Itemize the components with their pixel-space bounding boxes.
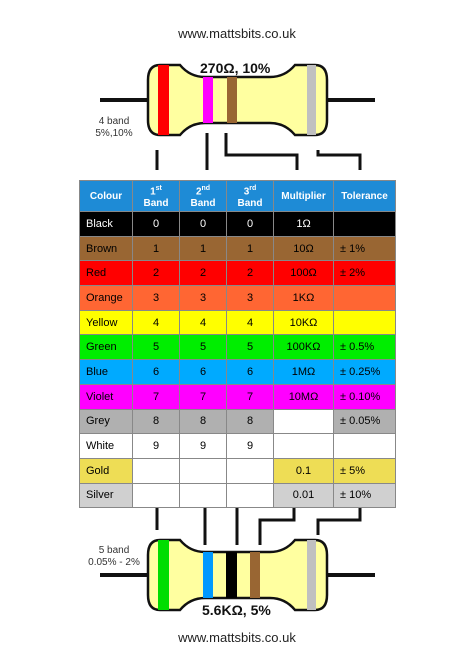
colour-name-cell: Green	[80, 335, 133, 360]
band-2-cell: 9	[180, 434, 227, 459]
colour-name-cell: White	[80, 434, 133, 459]
multiplier-cell: 0.1	[274, 458, 334, 483]
five-band-band-3	[226, 552, 237, 598]
site-url-bottom[interactable]: www.mattsbits.co.uk	[178, 630, 296, 645]
tolerance-cell	[334, 286, 396, 311]
multiplier-cell	[274, 409, 334, 434]
five-band-note-line1: 5 band	[98, 545, 130, 556]
band-2-cell: 8	[180, 409, 227, 434]
four-band-note	[84, 116, 144, 140]
header-band-1-sup: st	[155, 185, 162, 193]
band-1-cell: 3	[133, 286, 180, 311]
colour-name-cell: Violet	[80, 384, 133, 409]
table-row	[80, 212, 396, 237]
header-tolerance: Tolerance	[334, 181, 396, 212]
five-band-note	[76, 545, 152, 569]
tolerance-cell: ± 0.25%	[334, 360, 396, 385]
header-band-1	[133, 181, 180, 212]
band-2-cell: 2	[180, 261, 227, 286]
table-header-row	[80, 181, 396, 212]
four-band-band-2	[203, 77, 213, 123]
four-band-value-label: 270Ω, 10%	[200, 60, 271, 76]
colour-code-table	[79, 180, 396, 508]
tolerance-cell	[334, 212, 396, 237]
band-1-cell: 1	[133, 236, 180, 261]
table-row	[80, 335, 396, 360]
band-3-cell: 8	[227, 409, 274, 434]
band-2-cell: 7	[180, 384, 227, 409]
table-row	[80, 310, 396, 335]
multiplier-cell: 100KΩ	[274, 335, 334, 360]
band-1-cell: 8	[133, 409, 180, 434]
band-2-cell: 6	[180, 360, 227, 385]
multiplier-cell: 1KΩ	[274, 286, 334, 311]
header-band-2	[180, 181, 227, 212]
header-band-2-sup: nd	[201, 185, 211, 193]
table-row	[80, 286, 396, 311]
band-3-cell: 1	[227, 236, 274, 261]
header-band-2-word: Band	[190, 197, 216, 209]
band-3-cell: 0	[227, 212, 274, 237]
colour-name-cell: Blue	[80, 360, 133, 385]
table-row	[80, 360, 396, 385]
four-band-band-3	[227, 77, 237, 123]
multiplier-cell: 10Ω	[274, 236, 334, 261]
band-3-cell	[227, 458, 274, 483]
tolerance-cell: ± 0.5%	[334, 335, 396, 360]
tolerance-cell	[334, 434, 396, 459]
band-1-cell: 7	[133, 384, 180, 409]
band-1-cell	[133, 458, 180, 483]
five-band-value-label: 5.6KΩ, 5%	[202, 602, 271, 618]
tolerance-cell: ± 2%	[334, 261, 396, 286]
multiplier-cell: 100Ω	[274, 261, 334, 286]
band-2-cell: 4	[180, 310, 227, 335]
colour-name-cell: Red	[80, 261, 133, 286]
band-3-cell: 9	[227, 434, 274, 459]
tolerance-cell: ± 1%	[334, 236, 396, 261]
multiplier-cell: 10KΩ	[274, 310, 334, 335]
band-1-cell: 0	[133, 212, 180, 237]
multiplier-cell: 1Ω	[274, 212, 334, 237]
header-band-3-sup: rd	[249, 185, 257, 193]
band-2-cell	[180, 458, 227, 483]
table-row	[80, 434, 396, 459]
band-3-cell: 2	[227, 261, 274, 286]
header-colour: Colour	[80, 181, 133, 212]
band-1-cell: 9	[133, 434, 180, 459]
table-row	[80, 384, 396, 409]
band-2-cell: 5	[180, 335, 227, 360]
header-band-1-word: Band	[143, 197, 169, 209]
five-band-band-4	[250, 552, 260, 598]
band-1-cell: 4	[133, 310, 180, 335]
band-3-cell: 7	[227, 384, 274, 409]
band-2-cell: 3	[180, 286, 227, 311]
four-band-note-line1: 4 band	[98, 116, 130, 127]
band-3-cell: 5	[227, 335, 274, 360]
tolerance-cell: ± 5%	[334, 458, 396, 483]
colour-name-cell: Gold	[80, 458, 133, 483]
site-url-top[interactable]: www.mattsbits.co.uk	[178, 26, 296, 41]
four-band-band-1	[158, 65, 169, 135]
tolerance-cell: ± 0.10%	[334, 384, 396, 409]
header-band-3-word: Band	[237, 197, 263, 209]
colour-name-cell: Grey	[80, 409, 133, 434]
tolerance-cell	[334, 310, 396, 335]
band-2-cell: 0	[180, 212, 227, 237]
band-1-cell: 5	[133, 335, 180, 360]
multiplier-cell: 10MΩ	[274, 384, 334, 409]
colour-name-cell: Yellow	[80, 310, 133, 335]
table-row	[80, 458, 396, 483]
four-band-note-line2: 5%,10%	[95, 128, 133, 139]
header-multiplier: Multiplier	[274, 181, 334, 212]
colour-name-cell: Silver	[80, 483, 133, 508]
five-band-band-2	[203, 552, 213, 598]
header-band-3-num: 3	[243, 186, 250, 198]
table-row	[80, 409, 396, 434]
five-band-tolerance-band	[307, 540, 316, 610]
band-2-cell: 1	[180, 236, 227, 261]
multiplier-cell: 1MΩ	[274, 360, 334, 385]
four-band-tolerance-band	[307, 65, 316, 135]
header-band-3	[227, 181, 274, 212]
colour-name-cell: Brown	[80, 236, 133, 261]
band-3-cell: 6	[227, 360, 274, 385]
tolerance-cell: ± 10%	[334, 483, 396, 508]
multiplier-cell: 0.01	[274, 483, 334, 508]
table-row	[80, 236, 396, 261]
colour-name-cell: Black	[80, 212, 133, 237]
table-row	[80, 261, 396, 286]
header-band-1-num: 1	[150, 186, 156, 198]
band-1-cell: 6	[133, 360, 180, 385]
band-1-cell: 2	[133, 261, 180, 286]
tolerance-cell: ± 0.05%	[334, 409, 396, 434]
band-3-cell: 3	[227, 286, 274, 311]
band-3-cell: 4	[227, 310, 274, 335]
header-band-2-num: 2	[195, 186, 202, 198]
multiplier-cell	[274, 434, 334, 459]
five-band-note-line2: 0.05% - 2%	[88, 557, 140, 568]
colour-name-cell: Orange	[80, 286, 133, 311]
five-band-band-1	[158, 540, 169, 610]
